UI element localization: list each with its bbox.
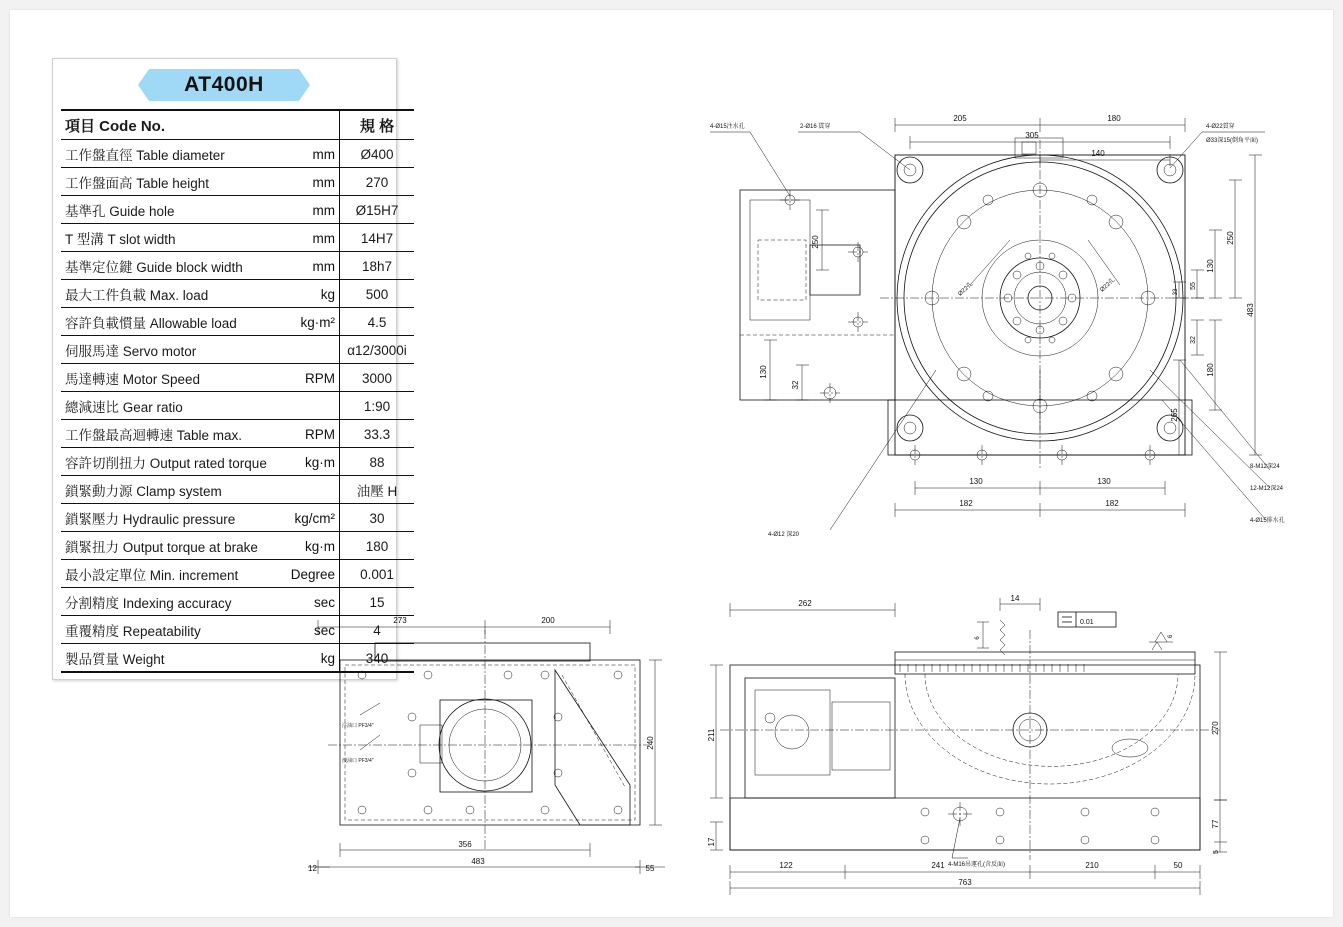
row-value: 30: [340, 504, 415, 532]
row-value: 3000: [340, 364, 415, 392]
row-unit: [275, 476, 340, 504]
row-unit: kg: [275, 644, 340, 673]
row-value: α12/3000i: [340, 336, 415, 364]
row-item: 重覆精度 Repeatability: [61, 616, 275, 644]
specification-table: [61, 109, 414, 673]
note-8-m12: 8-M12深24: [1250, 464, 1280, 470]
dim-12: 12: [308, 864, 317, 873]
note-d22-hole-right: Ø22孔: [1099, 277, 1117, 294]
row-unit: mm: [275, 252, 340, 280]
dim-77: 77: [1211, 819, 1220, 829]
row-unit: [275, 336, 340, 364]
dim-122: 122: [779, 861, 793, 870]
row-value: 18h7: [340, 252, 415, 280]
dim-262: 262: [798, 599, 812, 608]
dim-140: 140: [1091, 149, 1105, 158]
dim-182-b2: 182: [1105, 499, 1119, 508]
row-value: 15: [340, 588, 415, 616]
dim-17: 17: [707, 837, 716, 847]
row-item: 馬達轉速 Motor Speed: [61, 364, 275, 392]
table-row: [61, 532, 414, 560]
row-unit: kg·m: [275, 532, 340, 560]
row-item: 基準孔 Guide hole: [61, 196, 275, 224]
dim-55: 55: [1190, 282, 1197, 290]
row-unit: mm: [275, 224, 340, 252]
row-item: 鎖緊動力源 Clamp system: [61, 476, 275, 504]
row-item: 最大工件負載 Max. load: [61, 280, 275, 308]
row-value: 33.3: [340, 420, 415, 448]
spec-sheet: [10, 10, 1333, 917]
row-item: 工作盤面高 Table height: [61, 168, 275, 196]
row-value: 14H7: [340, 224, 415, 252]
dim-270: 270: [1211, 721, 1220, 735]
row-item: 分割精度 Indexing accuracy: [61, 588, 275, 616]
dim-33: 33: [1173, 288, 1179, 296]
model-name-badge: AT400H: [149, 69, 299, 101]
note-4-m16-lifting: 4-M16吊運孔(含反面): [948, 862, 1006, 868]
row-item: T 型溝 T slot width: [61, 224, 275, 252]
front-view-svg: [300, 605, 700, 895]
dim-182-b1: 182: [959, 499, 973, 508]
table-row: [61, 560, 414, 588]
row-value: 4.5: [340, 308, 415, 336]
dim-200: 200: [541, 616, 555, 625]
side-view-svg: [700, 590, 1260, 900]
row-unit: Degree: [275, 560, 340, 588]
dim-6-side: 6: [975, 636, 981, 640]
dim-180: 180: [1107, 114, 1121, 123]
table-row: [61, 196, 414, 224]
dim-130-b1: 130: [969, 477, 983, 486]
table-row: [61, 168, 414, 196]
row-value: 油壓 H: [340, 476, 415, 504]
dim-205: 205: [953, 114, 967, 123]
row-unit: RPM: [275, 364, 340, 392]
dim-50: 50: [1173, 861, 1183, 870]
row-value: 0.001: [340, 560, 415, 588]
row-item: 伺服馬達 Servo motor: [61, 336, 275, 364]
dim-55-front: 55: [645, 864, 655, 873]
note-2-d16: 2-Ø16 貫穿: [800, 124, 831, 130]
dim-250-right: 250: [1226, 231, 1235, 245]
row-value: Ø400: [340, 140, 415, 168]
dim-240: 240: [646, 736, 655, 750]
table-row: [61, 364, 414, 392]
note-d33-deep15: Ø33深15(倒角平面): [1206, 138, 1259, 144]
top-view-drawing: [710, 70, 1310, 555]
dim-130-left: 130: [759, 365, 768, 379]
row-item: 製品質量 Weight: [61, 644, 275, 673]
row-item: 工作盤最高迴轉速 Table max.: [61, 420, 275, 448]
row-item: 基準定位鍵 Guide block width: [61, 252, 275, 280]
row-unit: mm: [275, 168, 340, 196]
gdt-value: 0.01: [1080, 619, 1094, 626]
note-oil-in: 注油口 PF3/4": [342, 723, 374, 729]
row-value: 1:90: [340, 392, 415, 420]
dim-14: 14: [1010, 594, 1020, 603]
row-unit: kg·m²: [275, 308, 340, 336]
note-12-m12: 12-M12深24: [1250, 486, 1284, 492]
row-item: 容許切削扭力 Output rated torque: [61, 448, 275, 476]
row-unit: sec: [275, 616, 340, 644]
dim-241: 241: [931, 861, 945, 870]
row-value: 88: [340, 448, 415, 476]
note-4-d15-drain: 4-Ø15排水孔: [1250, 518, 1285, 524]
header-item: 項目 Code No.: [61, 110, 275, 140]
row-unit: mm: [275, 140, 340, 168]
table-row: [61, 448, 414, 476]
table-row: [61, 420, 414, 448]
row-unit: kg: [275, 280, 340, 308]
dim-32-left: 32: [791, 380, 800, 390]
row-item: 最小設定單位 Min. increment: [61, 560, 275, 588]
row-value: 270: [340, 168, 415, 196]
table-header-row: [61, 110, 414, 140]
dim-483: 483: [1246, 303, 1255, 317]
dim-483: 483: [471, 857, 485, 866]
note-4-d12: 4-Ø12 深20: [768, 532, 800, 538]
table-row: [61, 336, 414, 364]
table-row: [61, 476, 414, 504]
row-item: 總減速比 Gear ratio: [61, 392, 275, 420]
dim-763: 763: [958, 878, 972, 887]
note-4-d15-water: 4-Ø15注水孔: [710, 124, 745, 130]
front-view-drawing: [300, 605, 700, 900]
row-item: 鎖緊扭力 Output torque at brake: [61, 532, 275, 560]
row-unit: RPM: [275, 420, 340, 448]
dim-130-right: 130: [1206, 259, 1215, 273]
dim-250-left: 250: [811, 235, 820, 249]
header-unit: [275, 110, 340, 140]
row-item: 鎖緊壓力 Hydraulic pressure: [61, 504, 275, 532]
dim-211: 211: [707, 728, 716, 742]
row-item: 工作盤直徑 Table diameter: [61, 140, 275, 168]
side-view-drawing: [700, 590, 1260, 905]
row-unit: mm: [275, 196, 340, 224]
table-row: [61, 280, 414, 308]
surface-finish-label: 6: [1168, 634, 1174, 638]
note-d22-hole-left: Ø22孔: [957, 281, 975, 298]
dim-130-b2: 130: [1097, 477, 1111, 486]
row-unit: sec: [275, 588, 340, 616]
table-row: [61, 224, 414, 252]
dim-305: 305: [1025, 131, 1039, 140]
header-value: 規 格: [340, 110, 415, 140]
row-value: 4: [340, 616, 415, 644]
table-row: [61, 140, 414, 168]
table-row: [61, 252, 414, 280]
note-4-d22: 4-Ø22貫穿: [1206, 124, 1235, 130]
row-unit: kg/cm²: [275, 504, 340, 532]
table-row: [61, 308, 414, 336]
table-row: [61, 504, 414, 532]
row-value: 500: [340, 280, 415, 308]
dim-210: 210: [1085, 861, 1099, 870]
dim-273: 273: [393, 616, 407, 625]
row-item: 容許負載慣量 Allowable load: [61, 308, 275, 336]
row-unit: kg·m: [275, 448, 340, 476]
table-row: [61, 392, 414, 420]
row-value: Ø15H7: [340, 196, 415, 224]
dim-265: 265: [1170, 408, 1179, 422]
top-view-svg: [710, 70, 1310, 550]
row-value: 180: [340, 532, 415, 560]
row-unit: [275, 392, 340, 420]
dim-32-right: 32: [1190, 336, 1197, 344]
row-value: 340: [340, 644, 415, 673]
dim-180-right: 180: [1206, 363, 1215, 377]
dim-356: 356: [458, 840, 472, 849]
note-oil-out: 洩油口 PF3/4": [342, 758, 374, 764]
model-badge-wrap: [61, 69, 388, 103]
dim-5: 5: [1213, 850, 1220, 854]
